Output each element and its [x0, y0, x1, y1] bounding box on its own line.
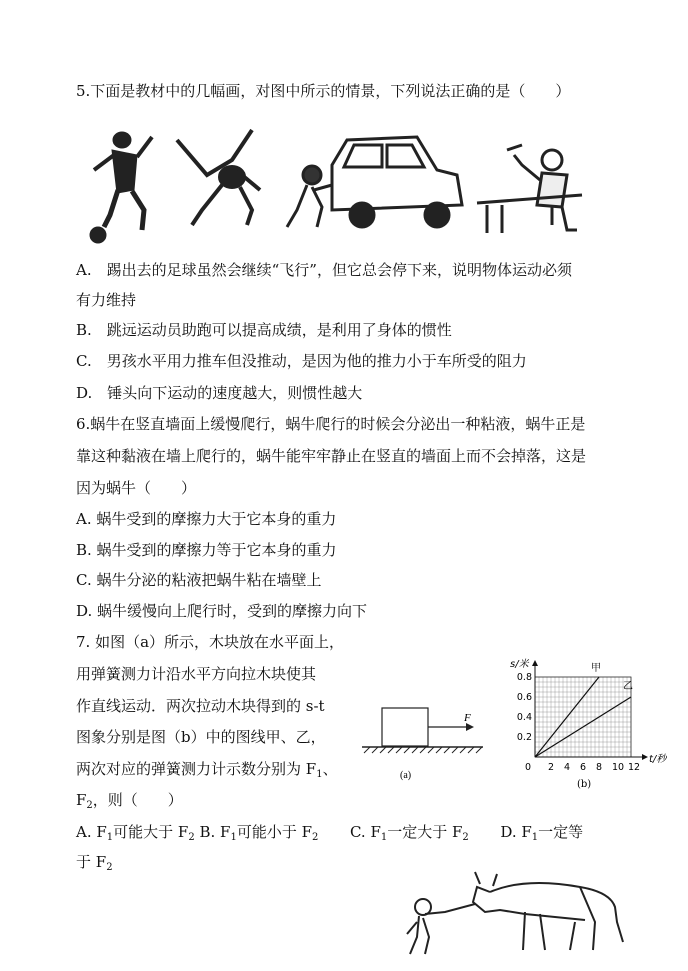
y-axis-label: s/米 — [510, 659, 529, 670]
chart-labels — [510, 658, 668, 790]
q7-stem-line6: $F_2$，则（ ） — [76, 791, 183, 811]
x-tick-label: 10 — [612, 762, 625, 773]
x-tick-label: 8 — [596, 762, 603, 773]
figure-b-caption: (b) — [577, 779, 592, 790]
y-tick-label: 0.4 — [516, 712, 532, 723]
x-tick-label: 4 — [564, 762, 571, 773]
q6-stem-line3: 因为蜗牛（ ） — [76, 479, 197, 497]
q5-option-c: C. 男孩水平用力推车但没推动，是因为他的推力小于车所受的阻力 — [76, 352, 527, 370]
figure-a-caption: (a) — [400, 770, 412, 781]
q7-stem-line3: 作直线运动．两次拉动木块得到的 s-t — [76, 697, 325, 715]
q6-option-d: D. 蜗牛缓慢向上爬行时，受到的摩擦力向下 — [76, 602, 368, 620]
q7-stem-line4: 图象分别是图（b）中的图线甲、乙， — [76, 728, 326, 746]
q7-stem-line1: 7. 如图（a）所示，木块放在水平面上， — [76, 633, 345, 651]
x-tick-label: 6 — [580, 762, 587, 773]
series-label: 甲 — [591, 663, 601, 674]
st-chart — [495, 645, 685, 790]
q6-stem-line1: 6.蜗牛在竖直墙面上缓慢爬行，蜗牛爬行的时候会分泌出一种粘液，蜗牛正是 — [76, 415, 586, 433]
boy-pushing-car-illustration — [287, 137, 462, 227]
x-axis-label: t/秒 — [649, 754, 667, 765]
q5-option-d: D. 锤头向下运动的速度越大，则惯性越大 — [76, 384, 363, 402]
long-jumper-illustration — [177, 130, 260, 225]
q5-pictures — [82, 115, 602, 245]
figure-a-block — [358, 700, 488, 785]
chart-axes — [532, 660, 648, 760]
q5-option-a-line2: 有力维持 — [76, 291, 137, 309]
q7-stem-line2: 用弹簧测力计沿水平方向拉木块使其 — [76, 665, 317, 683]
q5-stem: 5.下面是教材中的几幅画，对图中所示的情景，下列说法正确的是（ ） — [76, 82, 571, 100]
q6-stem-line2: 靠这种黏液在墙上爬行的，蜗牛能牢牢静止在竖直的墙面上而不会掉落，这是 — [76, 447, 587, 465]
y-axis-arrow — [532, 660, 538, 666]
q5-option-b: B. 跳远运动员助跑可以提高成绩，是利用了身体的惯性 — [76, 321, 452, 339]
soccer-player-illustration — [90, 132, 152, 243]
y-tick-label: 0.6 — [516, 692, 532, 703]
q6-option-c: C. 蜗牛分泌的粘液把蜗牛粘在墙壁上 — [76, 571, 322, 589]
force-label: F — [464, 712, 471, 724]
q7-option-d-cont: 于 $F_2$ — [76, 853, 113, 873]
q6-option-a: A. 蜗牛受到的摩擦力大于它本身的重力 — [76, 510, 337, 528]
x-tick-label: 0 — [524, 762, 531, 773]
y-tick-label: 0.2 — [516, 732, 532, 743]
ox-and-boy-illustration — [405, 862, 635, 962]
q6-option-b: B. 蜗牛受到的摩擦力等于它本身的重力 — [76, 541, 337, 559]
x-tick-label: 12 — [628, 762, 641, 773]
man-hammering-illustration — [477, 145, 582, 233]
x-axis-arrow — [642, 754, 648, 760]
x-tick-label: 2 — [548, 762, 555, 773]
y-tick-label: 0.8 — [516, 672, 532, 683]
series-label: 乙 — [623, 681, 633, 692]
q7-stem-line5: 两次对应的弹簧测力计示数分别为 $F_1$、 — [76, 760, 338, 780]
q7-options: A. $F_1$可能大于 $F_2$ B. $F_1$可能小于 $F_2$ C. $F_1$一定大于 $F_2$ D. $F_1$一定等 — [76, 823, 584, 843]
q5-option-a-line1: A. 踢出去的足球虽然会继续“飞行”，但它总会停下来，说明物体运动必须 — [76, 261, 572, 279]
chart-grid — [535, 677, 631, 757]
